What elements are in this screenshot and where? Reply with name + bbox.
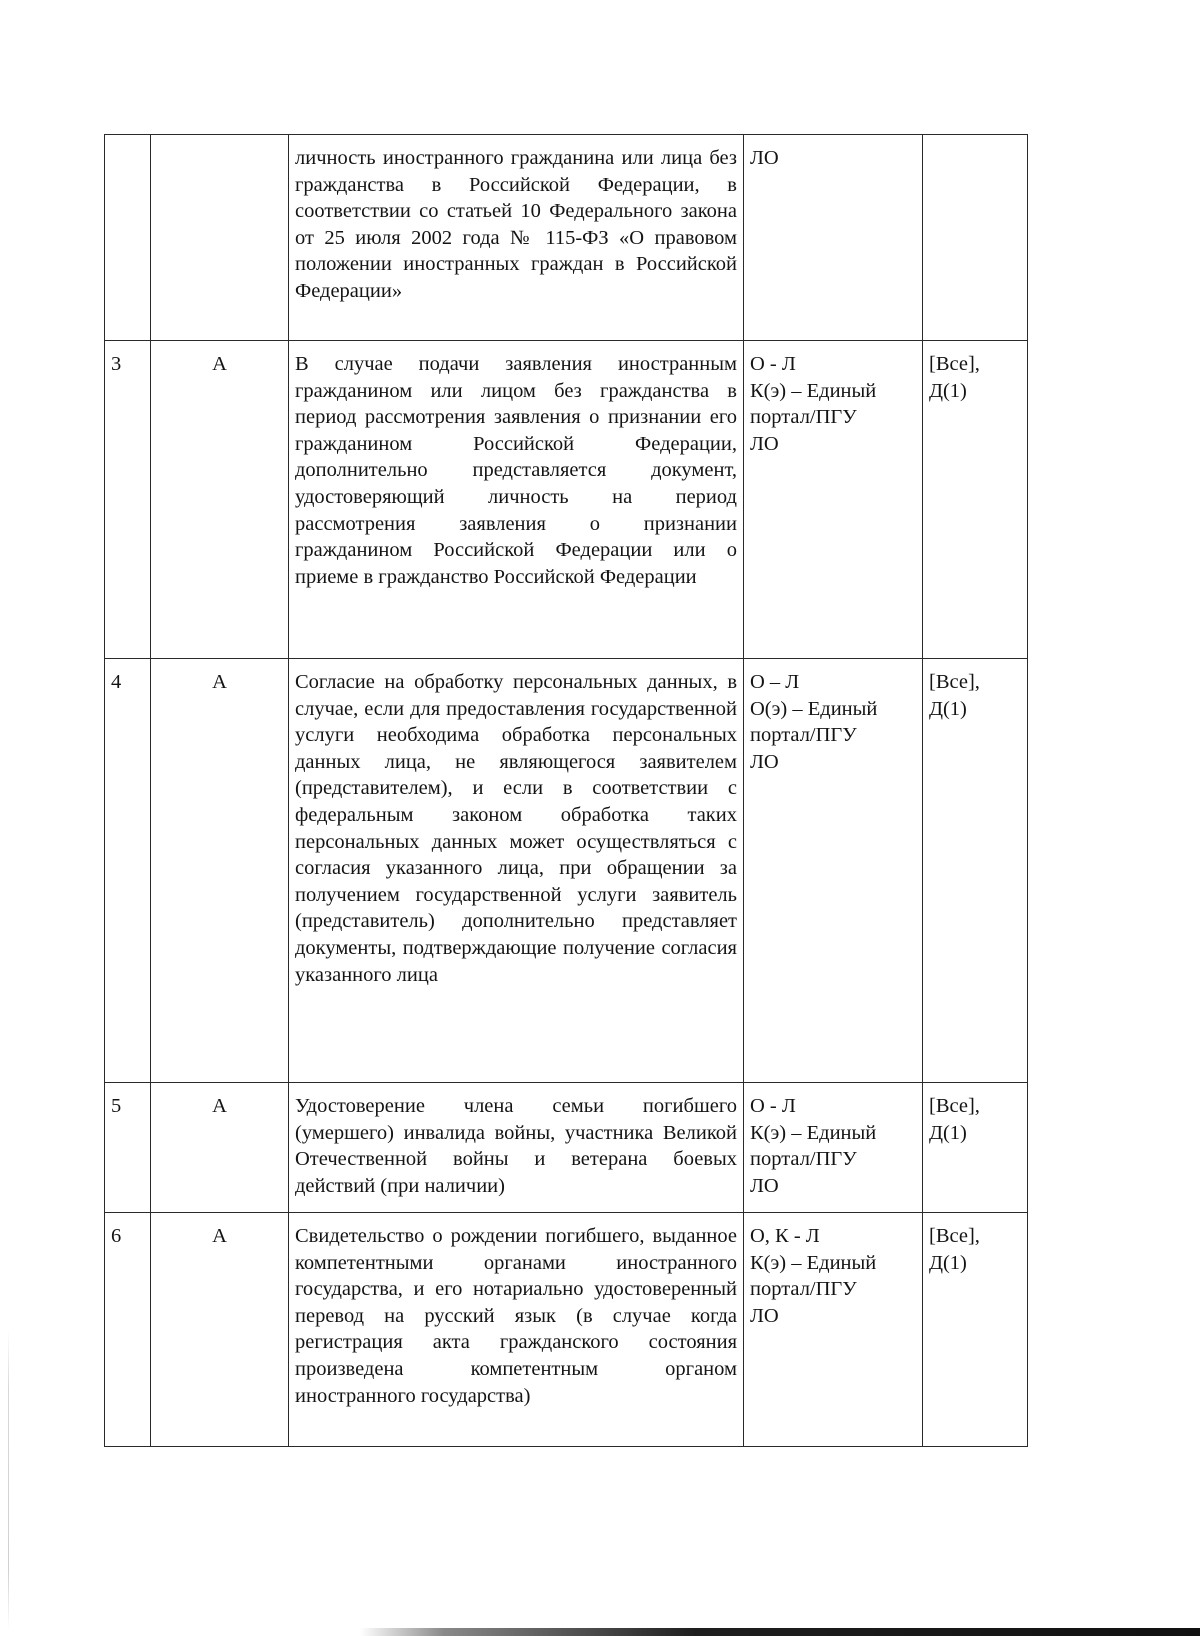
form-line: портал/ПГУ xyxy=(750,1278,857,1301)
applicant-category xyxy=(923,341,1028,659)
applicant-category xyxy=(923,135,1028,341)
document-description: Согласие на обработку персональных данных, в случае, если для предоставления государственной услуги необходима обработка персональных данных лица, не являющегося заявителем (представителем), и если в соответствии с федеральным законом обработка таких персональных данных может осуществляться с согласия указанного лица, при обращении за получением государственной услуги заявитель (представитель) дополнительно представляет документы, подтверждающие получение согласия указанного лица xyxy=(289,659,744,1083)
category-line: [Все], xyxy=(929,1095,980,1117)
form-line: О, К - Л xyxy=(750,1225,820,1247)
form-line: О – Л xyxy=(750,671,800,693)
form-line: К(э) – Единый xyxy=(750,1121,877,1144)
submission-form xyxy=(744,135,923,341)
document-description: личность иностранного гражданина или лица без гражданства в Российской Федерации, в соответствии со статьей 10 Федерального закона от 25 июля 2002 года № 115-ФЗ «О правовом положении иностранных граждан в Российской Федерации» xyxy=(289,135,744,341)
form-line: портал/ПГУ xyxy=(750,1148,857,1171)
category-line: Д(1) xyxy=(929,379,967,402)
category-line: [Все], xyxy=(929,1225,980,1247)
row-letter: А xyxy=(151,341,289,659)
row-letter xyxy=(151,135,289,341)
row-letter: А xyxy=(151,1083,289,1213)
row-letter: А xyxy=(151,1213,289,1447)
category-line: Д(1) xyxy=(929,697,967,720)
form-line: ЛО xyxy=(750,432,779,455)
submission-form xyxy=(744,1083,923,1213)
row-number: 4 xyxy=(105,659,151,1083)
form-line: ЛО xyxy=(750,1304,779,1327)
form-line: О - Л xyxy=(750,1095,796,1117)
scan-bottom-artifact xyxy=(360,1628,1200,1636)
form-line: О - Л xyxy=(750,353,796,375)
form-line: ЛО xyxy=(750,1174,779,1197)
row-number: 3 xyxy=(105,341,151,659)
applicant-category xyxy=(923,659,1028,1083)
table-row xyxy=(105,659,1028,1083)
submission-form xyxy=(744,1213,923,1447)
category-line: [Все], xyxy=(929,353,980,375)
form-line: ЛО xyxy=(750,147,779,169)
row-number: 5 xyxy=(105,1083,151,1213)
table-row xyxy=(105,1213,1028,1447)
category-line: Д(1) xyxy=(929,1251,967,1274)
document-description: В случае подачи заявления иностранным гражданином или лицом без гражданства в период рассмотрения заявления о признании его гражданином Российской Федерации, дополнительно представляется документ, удостоверяющий личность на период рассмотрения заявления о признании гражданином Российской Федерации или о приеме в гражданство Российской Федерации xyxy=(289,341,744,659)
row-number: 6 xyxy=(105,1213,151,1447)
document-description: Удостоверение члена семьи погибшего (умершего) инвалида войны, участника Великой Отечественной войны и ветерана боевых действий (при наличии) xyxy=(289,1083,744,1213)
applicant-category xyxy=(923,1213,1028,1447)
document-description: Свидетельство о рождении погибшего, выданное компетентными органами иностранного государства, и его нотариально удостоверенный перевод на русский язык (в случае когда регистрация акта гражданского состояния произведена компетентным органом иностранного государства) xyxy=(289,1213,744,1447)
scan-edge-artifact xyxy=(8,1330,9,1630)
form-line: К(э) – Единый xyxy=(750,1251,877,1274)
table-row xyxy=(105,341,1028,659)
form-line: портал/ПГУ xyxy=(750,406,857,429)
document-table xyxy=(104,134,1028,1447)
category-line: Д(1) xyxy=(929,1121,967,1144)
form-line: К(э) – Единый xyxy=(750,379,877,402)
form-line: О(э) – Единый xyxy=(750,697,878,720)
form-line: портал/ПГУ xyxy=(750,724,857,747)
table-row xyxy=(105,135,1028,341)
applicant-category xyxy=(923,1083,1028,1213)
table-row xyxy=(105,1083,1028,1213)
submission-form xyxy=(744,341,923,659)
row-letter: А xyxy=(151,659,289,1083)
form-line: ЛО xyxy=(750,750,779,773)
category-line: [Все], xyxy=(929,671,980,693)
row-number xyxy=(105,135,151,341)
submission-form xyxy=(744,659,923,1083)
